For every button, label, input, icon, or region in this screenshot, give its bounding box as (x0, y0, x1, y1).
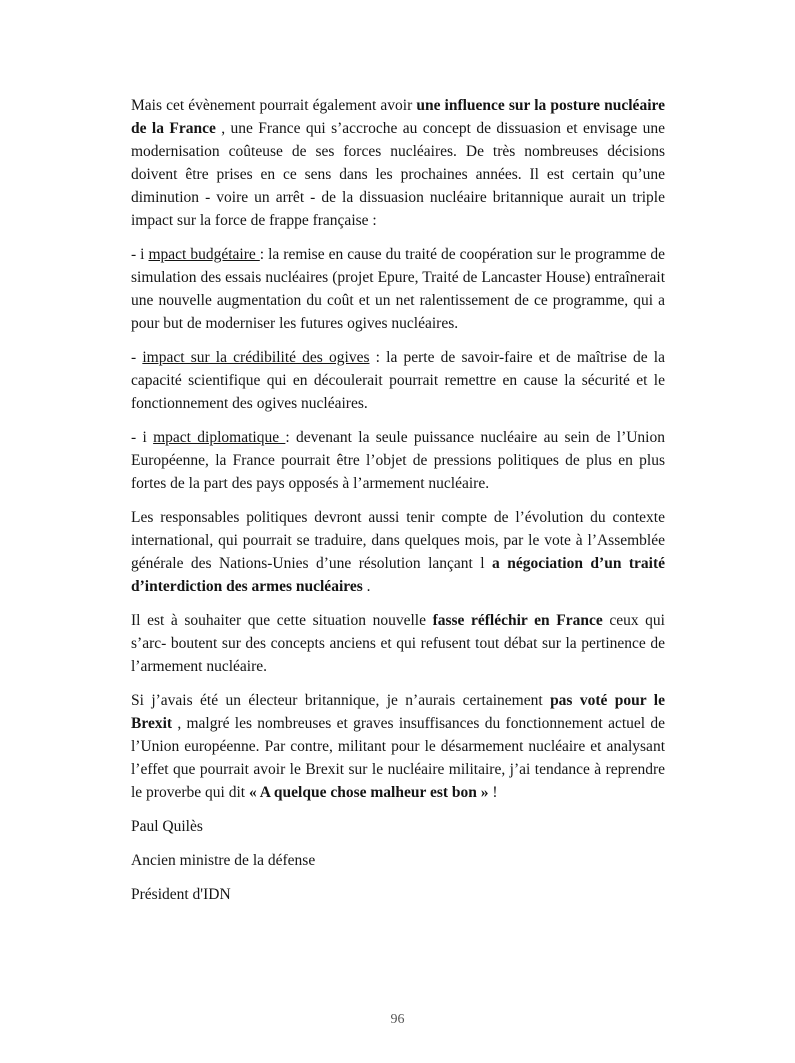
page-number: 96 (390, 1012, 405, 1027)
text-run: « A quelque chose malheur est bon » (248, 784, 489, 801)
text-run: a négociation d’un traité d’interdiction des armes nucléaires (131, 555, 666, 595)
text-run: Si j’avais été un électeur britannique, je n’aurais certainement (131, 692, 551, 709)
text-run: . (362, 578, 371, 595)
text-run: : la perte de savoir-faire et de maîtrise de la capacité scientifique qui en découlerait pourrait remettre en cause la sécurité et le fonctionnement des ogives nucléaires. (131, 349, 665, 412)
paragraph-brexit (131, 689, 665, 804)
paragraph-impact-diplomatique (131, 426, 665, 495)
signature-role (131, 883, 665, 906)
paragraph-impact-budgetaire (131, 243, 665, 335)
text-run: Mais cet évènement pourrait également avoir (131, 97, 417, 114)
text-run: : la remise en cause du traité de coopération sur le programme de simulation des essais nucléaires (projet Epure, Traité de Lancaster House) entraînerait une nouvelle augmentation du coût et un net ralentissement de ce programme, qui a pour but de moderniser les futures ogives nucléaires. (131, 246, 666, 332)
text-run: , malgré les nombreuses et graves insuffisances du fonctionnement actuel de l’Union européenne. Par contre, militant pour le désarmement nucléaire et analysant l’effet que pourrait avoir le Brexit sur le nucléaire militaire, j’ai tendance à reprendre le proverbe qui dit (131, 715, 665, 801)
text-run: Les responsables politiques devront aussi tenir compte de l’évolution du contexte international, qui pourrait se traduire, dans quelques mois, par le vote à l’Assemblée générale des Nations-Unies d’une résolution lançant l (131, 509, 665, 572)
text-run: , une France qui s’accroche au concept de dissuasion et envisage une modernisation coûteuse de ses forces nucléaires. De très nombreuses décisions doivent être prises en ce sens dans les prochaines années. Il est certain qu’une diminution - voire un arrêt - de la dissuasion nucléaire britannique aurait un triple impact sur la force de frappe française : (131, 120, 665, 229)
signature-name (131, 815, 665, 838)
paragraph-intro (131, 94, 665, 232)
text-run: impact sur la crédibilité des ogives (142, 349, 370, 366)
text-run: ! (488, 784, 498, 801)
text-run: ceux qui s’arc- boutent sur des concepts anciens et qui refusent tout débat sur la pertinence de l’armement nucléaire. (131, 612, 665, 675)
text-run: Ancien ministre de la défense (131, 852, 316, 869)
paragraph-responsables (131, 506, 665, 598)
signature-title (131, 849, 665, 872)
text-run: Président d'IDN (131, 886, 231, 903)
paragraph-impact-credibilite (131, 346, 665, 415)
text-run: - (131, 349, 143, 366)
document-body (131, 94, 665, 917)
text-run: - i (131, 429, 154, 446)
text-run: pas voté pour le Brexit (131, 692, 665, 732)
text-run: une influence sur la posture nucléaire de la France (131, 97, 665, 137)
paragraph-souhait (131, 609, 665, 678)
text-run: mpact diplomatique (153, 429, 286, 446)
text-run: Paul Quilès (131, 818, 203, 835)
text-run: mpact budgétaire (148, 246, 260, 263)
text-run: - i (131, 246, 149, 263)
text-run: Il est à souhaiter que cette situation nouvelle (131, 612, 433, 629)
text-run: : devenant la seule puissance nucléaire au sein de l’Union Européenne, la France pourrait être l’objet de pressions politiques de plus en plus fortes de la part des pays opposés à l’armement nucléaire. (131, 429, 665, 492)
text-run: fasse réfléchir en France (432, 612, 603, 629)
